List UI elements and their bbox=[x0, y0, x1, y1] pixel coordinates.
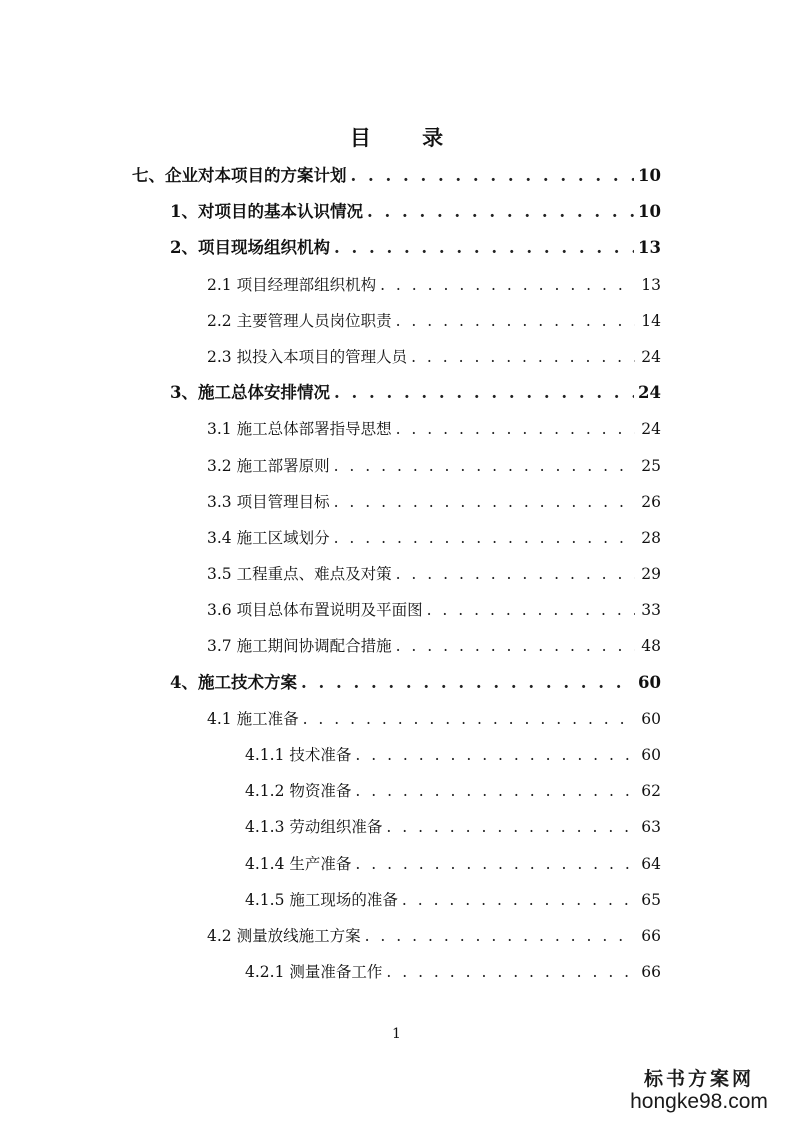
toc-entry[interactable] bbox=[0, 375, 793, 411]
toc-entry[interactable] bbox=[0, 158, 793, 194]
toc-dot-leader bbox=[386, 954, 635, 990]
toc-entry-page: 33 bbox=[641, 601, 661, 620]
toc-entry[interactable] bbox=[0, 520, 793, 556]
toc-entry[interactable] bbox=[0, 665, 793, 701]
toc-dot-leader bbox=[365, 918, 635, 954]
toc-entry-text: 4.2.1 测量准备工作 bbox=[245, 963, 383, 982]
toc-entry-page: 24 bbox=[638, 383, 661, 403]
toc-entry[interactable] bbox=[0, 484, 793, 520]
toc-entry[interactable] bbox=[0, 773, 793, 809]
site-watermark bbox=[619, 1068, 779, 1114]
toc-dot-leader bbox=[386, 809, 635, 845]
toc-dot-leader bbox=[334, 448, 635, 484]
toc-entry-page: 13 bbox=[641, 275, 661, 294]
toc-entry-page: 10 bbox=[638, 202, 661, 222]
toc-entry[interactable] bbox=[0, 448, 793, 484]
toc-dot-leader bbox=[367, 194, 634, 230]
toc-dot-leader bbox=[355, 773, 635, 809]
toc-entry-page: 29 bbox=[641, 565, 661, 584]
toc-entry-text: 3.1 施工总体部署指导思想 bbox=[207, 420, 392, 439]
toc-dot-leader bbox=[396, 303, 635, 339]
toc-entry-page: 14 bbox=[641, 311, 661, 330]
toc-entry-page: 25 bbox=[641, 456, 661, 475]
toc-entry[interactable] bbox=[0, 882, 793, 918]
toc-entry[interactable] bbox=[0, 411, 793, 447]
watermark-url: hongke98.com bbox=[630, 1090, 768, 1113]
toc-dot-leader bbox=[334, 375, 634, 411]
toc-entry-page: 10 bbox=[638, 166, 661, 185]
toc-dot-leader bbox=[396, 411, 635, 447]
toc-entry-page: 66 bbox=[641, 963, 661, 982]
toc-entry[interactable] bbox=[0, 194, 793, 230]
toc-entry[interactable] bbox=[0, 592, 793, 628]
toc-title: 目 录 bbox=[349, 125, 466, 150]
toc-entry[interactable] bbox=[0, 701, 793, 737]
toc-entry-page: 60 bbox=[638, 672, 661, 692]
toc-entry-text: 4.1.4 生产准备 bbox=[245, 854, 352, 873]
toc-entry-page: 13 bbox=[638, 238, 661, 258]
toc-entry-page: 65 bbox=[641, 890, 661, 909]
toc-entry-text: 2.2 主要管理人员岗位职责 bbox=[207, 311, 392, 330]
toc-entry-text: 3.7 施工期间协调配合措施 bbox=[207, 637, 392, 656]
toc-dot-leader bbox=[402, 882, 635, 918]
toc-entry-page: 24 bbox=[641, 347, 661, 366]
toc-entry-text: 3.4 施工区域划分 bbox=[207, 528, 330, 547]
toc-dot-leader bbox=[396, 556, 635, 592]
toc-entry-text: 4.1.5 施工现场的准备 bbox=[245, 890, 398, 909]
toc-dot-leader bbox=[334, 520, 635, 556]
toc-entry-page: 28 bbox=[641, 528, 661, 547]
toc-entry-text: 七、企业对本项目的方案计划 bbox=[132, 166, 347, 185]
toc-entry[interactable] bbox=[0, 556, 793, 592]
toc-entry-text: 4、施工技术方案 bbox=[170, 672, 297, 692]
toc-entry-text: 4.1 施工准备 bbox=[207, 709, 299, 728]
page-number: 1 bbox=[392, 1026, 401, 1042]
toc-entry-page: 60 bbox=[641, 746, 661, 764]
toc-dot-leader bbox=[334, 230, 634, 266]
toc-entry-page: 62 bbox=[641, 782, 661, 801]
toc-entry[interactable] bbox=[0, 954, 793, 990]
toc-entry-page: 48 bbox=[641, 637, 661, 656]
toc-dot-leader bbox=[303, 701, 635, 737]
toc-dot-leader bbox=[351, 158, 635, 194]
toc-entry-text: 3、施工总体安排情况 bbox=[170, 383, 330, 403]
toc-dot-leader bbox=[334, 484, 635, 520]
toc-entry-text: 2.1 项目经理部组织机构 bbox=[207, 275, 377, 294]
toc-entry[interactable] bbox=[0, 737, 793, 773]
toc-entry-page: 26 bbox=[641, 492, 661, 511]
toc-entry-text: 2.3 拟投入本项目的管理人员 bbox=[207, 347, 408, 366]
toc-dot-leader bbox=[396, 628, 635, 664]
toc-entry[interactable] bbox=[0, 809, 793, 845]
toc-entry-text: 3.2 施工部署原则 bbox=[207, 456, 330, 475]
toc-entry-text: 3.3 项目管理目标 bbox=[207, 492, 330, 511]
toc-entry[interactable] bbox=[0, 303, 793, 339]
toc-entry-page: 64 bbox=[641, 854, 661, 873]
toc-entry[interactable] bbox=[0, 846, 793, 882]
toc-entry-page: 60 bbox=[641, 709, 661, 728]
toc-dot-leader bbox=[380, 267, 635, 303]
toc-entry-page: 24 bbox=[641, 420, 661, 439]
toc-entry-text: 4.2 测量放线施工方案 bbox=[207, 926, 361, 945]
toc-entry-text: 3.6 项目总体布置说明及平面图 bbox=[207, 601, 423, 620]
toc-entry-text: 4.1.2 物资准备 bbox=[245, 782, 352, 801]
toc-entry-page: 63 bbox=[641, 818, 661, 837]
toc-entry[interactable] bbox=[0, 918, 793, 954]
toc-entry[interactable] bbox=[0, 628, 793, 664]
watermark-name: 标书方案网 bbox=[643, 1068, 754, 1090]
toc-entry-page: 66 bbox=[641, 926, 661, 945]
toc-dot-leader bbox=[355, 846, 635, 882]
toc-entry[interactable] bbox=[0, 339, 793, 375]
toc-dot-leader bbox=[427, 592, 635, 628]
toc-entry-text: 1、对项目的基本认识情况 bbox=[170, 202, 363, 222]
toc-dot-leader bbox=[355, 737, 635, 773]
toc-entry-text: 3.5 工程重点、难点及对策 bbox=[207, 565, 392, 584]
toc-entry[interactable] bbox=[0, 267, 793, 303]
toc-dot-leader bbox=[411, 339, 635, 375]
toc-entry[interactable] bbox=[0, 230, 793, 266]
table-of-contents bbox=[0, 158, 793, 990]
toc-entry-text: 4.1.3 劳动组织准备 bbox=[245, 818, 383, 837]
toc-entry-text: 4.1.1 技术准备 bbox=[245, 746, 352, 764]
toc-entry-text: 2、项目现场组织机构 bbox=[170, 238, 330, 258]
toc-dot-leader bbox=[301, 665, 634, 701]
